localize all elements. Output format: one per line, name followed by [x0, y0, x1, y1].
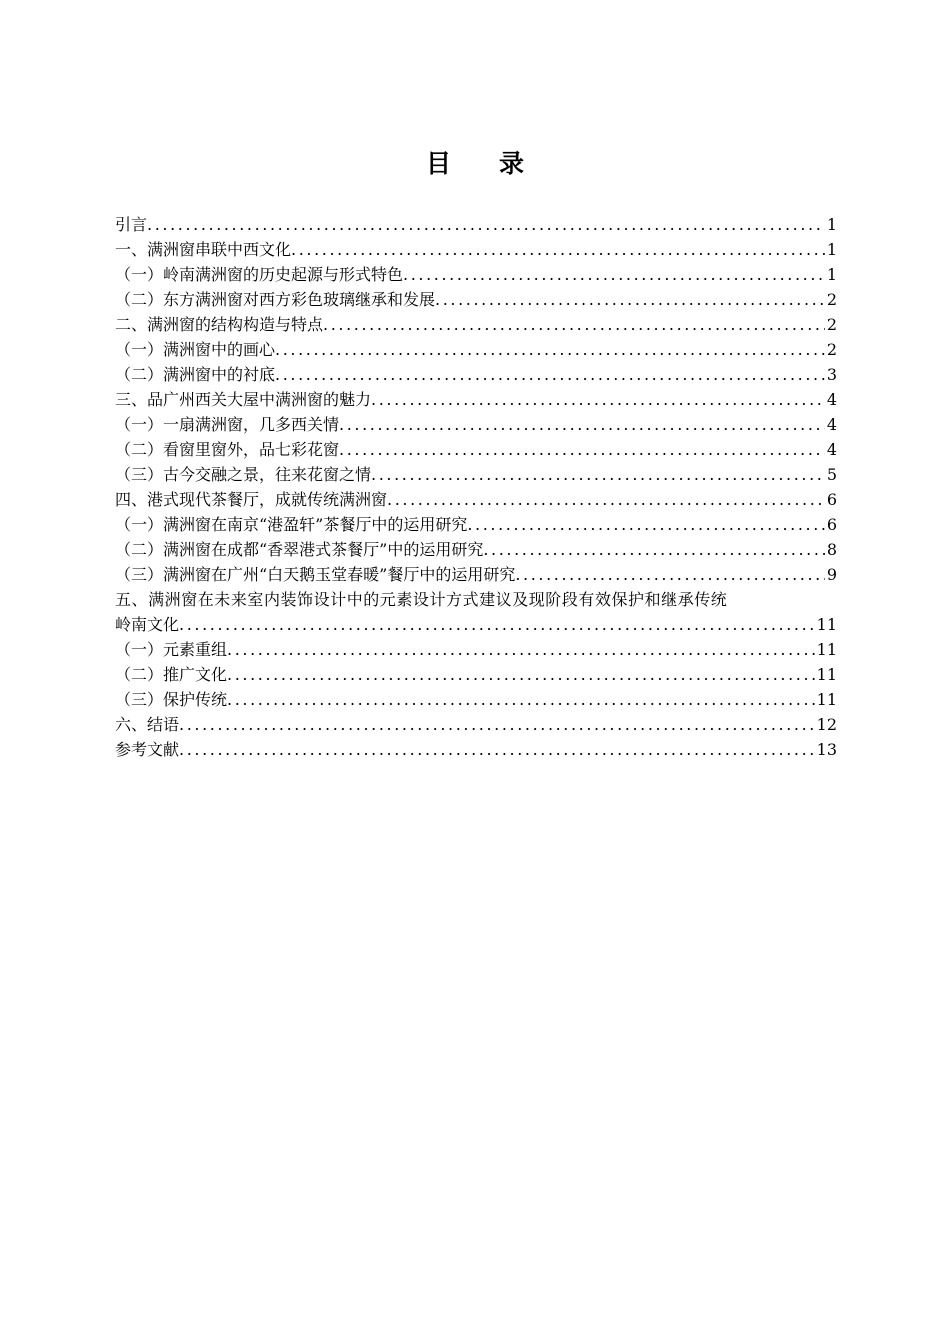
toc-entry[interactable]	[115, 337, 837, 362]
toc-page-number: 11	[816, 690, 837, 709]
toc-page-number: 11	[816, 640, 837, 659]
toc-page-number: 1	[826, 215, 837, 234]
toc-entry[interactable]	[115, 687, 837, 712]
toc-entry-text: （一）岭南满洲窗的历史起源与形式特色	[115, 265, 404, 284]
toc-page-number: 2	[826, 290, 837, 309]
toc-leader-dots	[371, 387, 825, 412]
toc-entry-text: （二）满洲窗中的衬底	[115, 365, 276, 384]
toc-entry-text: （三）古今交融之景，往来花窗之情	[115, 465, 372, 484]
toc-entry[interactable]	[115, 662, 837, 687]
toc-page-number: 9	[826, 565, 837, 584]
toc-leader-dots	[275, 362, 825, 387]
toc-entry-text: （二）看窗里窗外，品七彩花窗	[115, 440, 340, 459]
table-of-contents	[115, 212, 837, 762]
toc-entry-text: 四、港式现代茶餐厅，成就传统满洲窗	[115, 490, 388, 509]
toc-entry[interactable]	[115, 287, 837, 312]
toc-leader-dots	[147, 212, 825, 237]
toc-entry[interactable]	[115, 237, 837, 262]
toc-entry[interactable]	[115, 462, 837, 487]
toc-entry-text: （二）满洲窗在成都“香翠港式茶餐厅”中的运用研究	[115, 540, 484, 559]
toc-page-number: 1	[826, 240, 837, 259]
toc-leader-dots	[179, 737, 815, 762]
toc-leader-dots	[483, 537, 824, 562]
toc-entry-text: 二、满洲窗的结构构造与特点	[115, 315, 324, 334]
toc-leader-dots	[435, 287, 825, 312]
toc-entry-text: 五、满洲窗在未来室内装饰设计中的元素设计方式建议及现阶段有效保护和继承传统	[115, 590, 728, 609]
toc-page-number: 6	[826, 490, 837, 509]
toc-entry[interactable]	[115, 637, 837, 662]
toc-leader-dots	[275, 337, 825, 362]
toc-entry-line-1[interactable]	[115, 587, 837, 612]
toc-page-number: 11	[816, 615, 837, 634]
toc-page-number: 12	[816, 715, 837, 734]
toc-entry-text: 一、满洲窗串联中西文化	[115, 240, 292, 259]
toc-page-number: 4	[826, 415, 837, 434]
toc-page-number: 4	[826, 440, 837, 459]
toc-entry-text: （一）元素重组	[115, 640, 228, 659]
toc-entry[interactable]	[115, 212, 837, 237]
toc-entry-text: （二）东方满洲窗对西方彩色玻璃继承和发展	[115, 290, 436, 309]
toc-entry-text: （三）保护传统	[115, 690, 228, 709]
toc-entry-text: （二）推广文化	[115, 665, 228, 684]
toc-leader-dots	[387, 487, 825, 512]
toc-page-number: 1	[826, 265, 837, 284]
toc-leader-dots	[339, 437, 825, 462]
toc-entry[interactable]	[115, 537, 837, 562]
toc-leader-dots	[227, 662, 815, 687]
toc-entry-line-2[interactable]	[115, 612, 837, 637]
toc-title: 目录	[425, 149, 572, 178]
toc-page-number: 5	[826, 465, 837, 484]
toc-leader-dots	[323, 312, 825, 337]
toc-leader-dots	[467, 512, 824, 537]
toc-entry-text: （三）满洲窗在广州“白天鹅玉堂春暖”餐厅中的运用研究	[115, 565, 516, 584]
toc-leader-dots	[339, 412, 825, 437]
toc-leader-dots	[179, 612, 815, 637]
toc-entry[interactable]	[115, 387, 837, 412]
toc-entry[interactable]	[115, 712, 837, 737]
toc-entry-text: （一）满洲窗在南京“港盈轩”茶餐厅中的运用研究	[115, 515, 468, 534]
toc-leader-dots	[227, 637, 815, 662]
toc-leader-dots	[227, 687, 815, 712]
toc-page-number: 13	[816, 740, 837, 759]
toc-entry[interactable]	[115, 737, 837, 762]
toc-entry[interactable]	[115, 312, 837, 337]
toc-page-number: 8	[826, 540, 837, 559]
toc-entry-text: 岭南文化	[115, 615, 180, 634]
toc-page-number: 3	[826, 365, 837, 384]
toc-entry[interactable]	[115, 437, 837, 462]
toc-entry-text: 引言	[115, 215, 148, 234]
toc-entry-text: 参考文献	[115, 740, 180, 759]
toc-page-number: 6	[826, 515, 837, 534]
toc-entry[interactable]	[115, 262, 837, 287]
toc-entry-text: （一）满洲窗中的画心	[115, 340, 276, 359]
toc-leader-dots	[371, 462, 825, 487]
toc-entry-text: 三、品广州西关大屋中满洲窗的魅力	[115, 390, 372, 409]
toc-page-number: 11	[816, 665, 837, 684]
toc-entry[interactable]	[115, 362, 837, 387]
toc-entry[interactable]	[115, 412, 837, 437]
toc-leader-dots	[403, 262, 825, 287]
toc-leader-dots	[515, 562, 824, 587]
toc-entry-text: 六、结语	[115, 715, 180, 734]
toc-entry[interactable]	[115, 487, 837, 512]
toc-entry[interactable]	[115, 562, 837, 587]
toc-page-number: 2	[826, 340, 837, 359]
toc-page-number: 4	[826, 390, 837, 409]
toc-page-number: 2	[826, 315, 837, 334]
toc-leader-dots	[179, 712, 815, 737]
toc-entry[interactable]	[115, 512, 837, 537]
toc-entry-text: （一）一扇满洲窗，几多西关情	[115, 415, 340, 434]
toc-leader-dots	[291, 237, 825, 262]
